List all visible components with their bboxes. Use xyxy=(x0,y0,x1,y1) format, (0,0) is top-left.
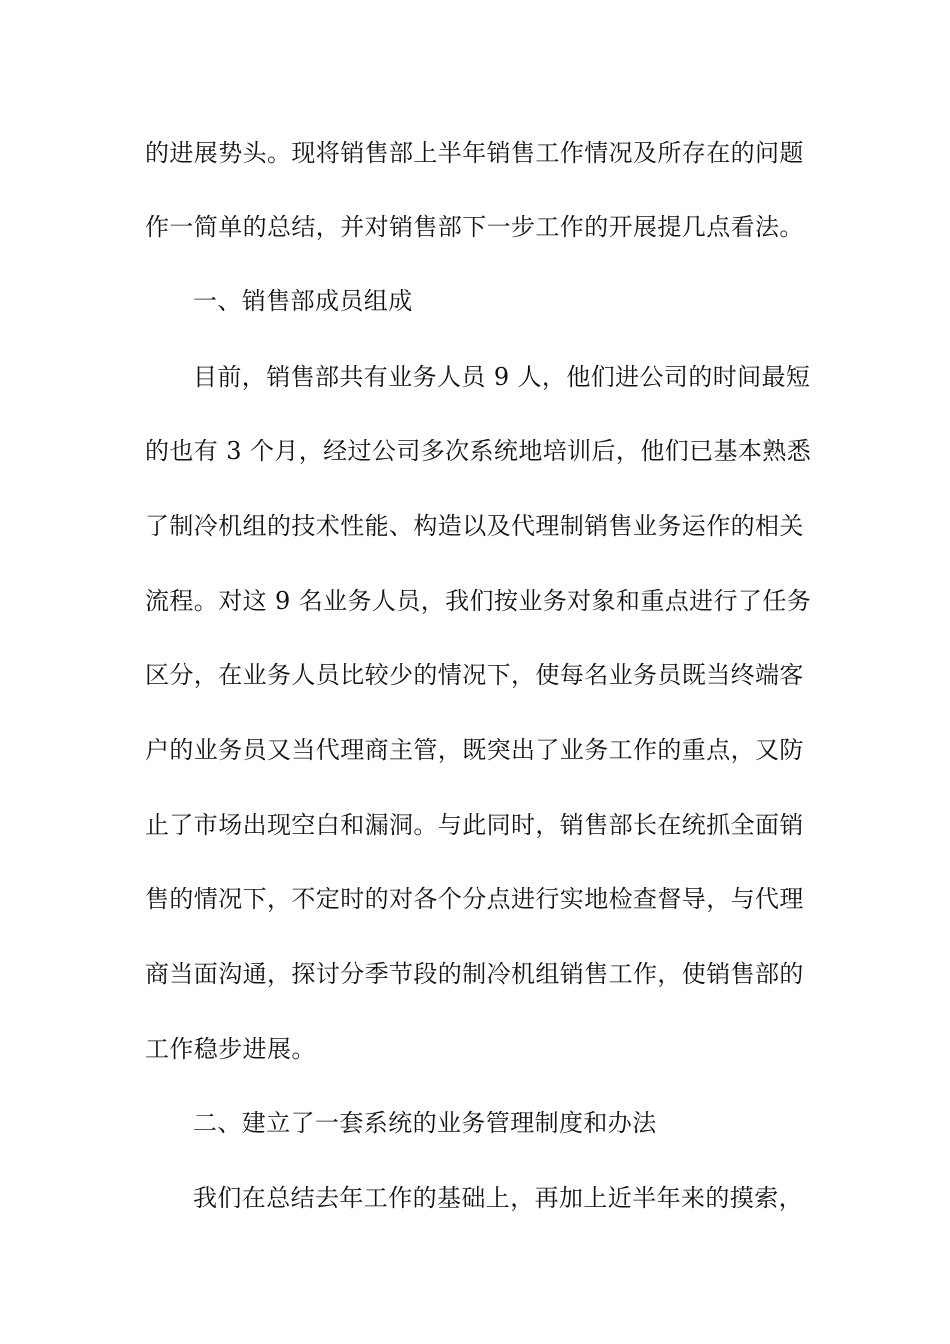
section-heading: 一、销售部成员组成 xyxy=(193,287,413,315)
paragraph-line: 户的业务员又当代理商主管，既突出了业务工作的重点，又防 xyxy=(145,736,804,764)
paragraph-line: 工作稳步进展。 xyxy=(145,1035,316,1063)
paragraph-line: 的也有 3 个月，经过公司多次系统地培训后，他们已基本熟悉 xyxy=(145,437,812,465)
paragraph-line: 售的情况下，不定时的对各个分点进行实地检查督导，与代理 xyxy=(145,885,804,913)
paragraph-line: 流程。对这 9 名业务人员，我们按业务对象和重点进行了任务 xyxy=(145,587,812,615)
section-heading: 二、建立了一套系统的业务管理制度和办法 xyxy=(193,1109,657,1137)
paragraph-line: 目前，销售部共有业务人员 9 人，他们进公司的时间最短 xyxy=(193,363,811,391)
paragraph-line: 商当面沟通，探讨分季节段的制冷机组销售工作，使销售部的 xyxy=(145,960,804,988)
paragraph-line: 作一简单的总结，并对销售部下一步工作的开展提几点看法。 xyxy=(145,213,804,241)
paragraph-line: 的进展势头。现将销售部上半年销售工作情况及所存在的问题 xyxy=(145,139,804,167)
paragraph-line: 了制冷机组的技术性能、构造以及代理制销售业务运作的相关 xyxy=(145,512,804,540)
paragraph-line: 区分，在业务人员比较少的情况下，使每名业务员既当终端客 xyxy=(145,661,804,689)
paragraph-line: 我们在总结去年工作的基础上，再加上近半年来的摸索， xyxy=(193,1184,803,1212)
paragraph-line: 止了市场出现空白和漏洞。与此同时，销售部长在统抓全面销 xyxy=(145,811,804,839)
